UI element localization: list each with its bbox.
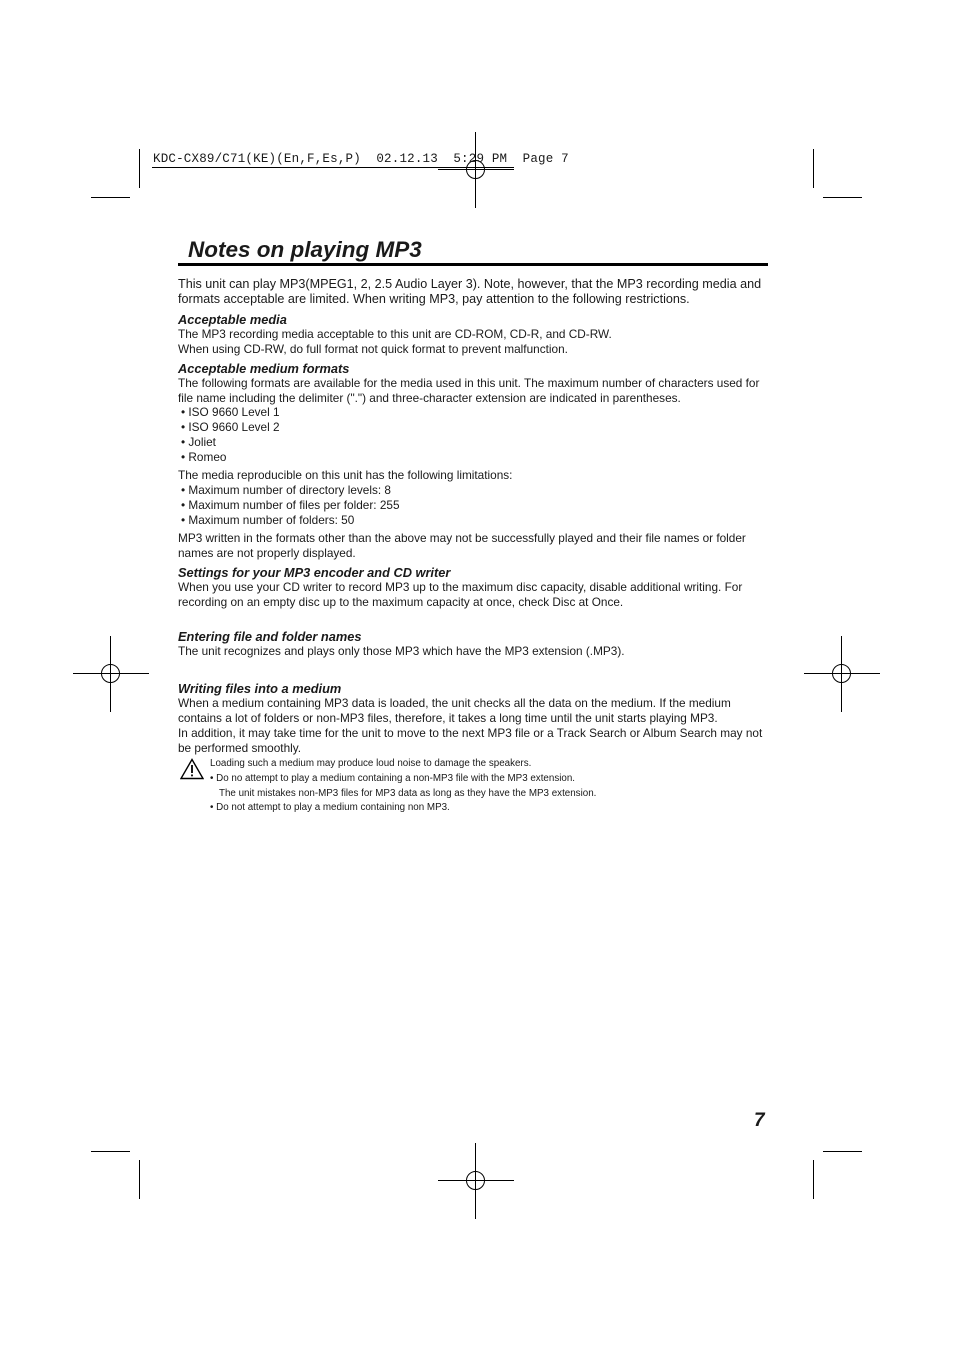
list-item: • Romeo bbox=[181, 450, 227, 465]
crop-mark bbox=[139, 1160, 140, 1199]
format-list bbox=[178, 405, 766, 465]
warning-note bbox=[178, 757, 766, 816]
list-item: • ISO 9660 Level 2 bbox=[181, 420, 280, 435]
crop-mark bbox=[139, 149, 140, 188]
limits-list bbox=[178, 483, 766, 528]
paragraph: When using CD-RW, do full format not quick format to prevent malfunction. bbox=[178, 341, 568, 356]
section-heading: Acceptable medium formats bbox=[178, 360, 350, 376]
crop-mark bbox=[91, 1151, 130, 1152]
caution-triangle-icon bbox=[180, 758, 204, 780]
warning-text: The unit mistakes non-MP3 files for MP3 data as long as they have the MP3 extension. bbox=[219, 787, 597, 799]
registration-mark-icon bbox=[804, 636, 880, 712]
list-item: • ISO 9660 Level 1 bbox=[181, 405, 280, 420]
crop-mark bbox=[823, 197, 862, 198]
section-heading: Settings for your MP3 encoder and CD writer bbox=[178, 564, 451, 580]
crop-mark bbox=[813, 149, 814, 188]
paragraph: The unit recognizes and plays only those MP3 which have the MP3 extension (.MP3). bbox=[178, 644, 625, 659]
crop-mark bbox=[813, 1160, 814, 1199]
page-number: 7 bbox=[754, 1110, 765, 1131]
paragraph: In addition, it may take time for the unit to move to the next MP3 file or a Track Search or Album Search may not be performed smoothly. bbox=[178, 725, 763, 755]
list-item: • Maximum number of folders: 50 bbox=[181, 513, 355, 528]
paragraph: The MP3 recording media acceptable to this unit are CD-ROM, CD-R, and CD-RW. bbox=[178, 327, 612, 342]
page-title: Notes on playing MP3 bbox=[188, 237, 422, 262]
section-file-names bbox=[178, 629, 766, 659]
section-heading: Entering file and folder names bbox=[178, 629, 362, 645]
paragraph: When a medium containing MP3 data is loaded, the unit checks all the data on the medium. If the medium contains a lot of folders or non-MP3 files, therefore, it takes a long time until the unit starts playing MP3. bbox=[178, 696, 731, 725]
registration-mark-icon bbox=[73, 636, 149, 712]
warning-text: • Do not attempt to play a medium containing non MP3. bbox=[210, 802, 450, 814]
warning-text: • Do no attempt to play a medium containing a non-MP3 file with the MP3 extension. bbox=[210, 773, 576, 785]
main-content bbox=[178, 277, 766, 816]
list-item: • Maximum number of directory levels: 8 bbox=[181, 483, 391, 498]
section-writing-files bbox=[178, 681, 766, 755]
title-rule bbox=[178, 263, 768, 266]
section-heading: Writing files into a medium bbox=[178, 681, 342, 697]
slug-underline bbox=[152, 167, 514, 168]
section-encoder-settings bbox=[178, 565, 766, 610]
paragraph: When you use your CD writer to record MP3 up to the maximum disc capacity, disable additional writing. For recording on an empty disc up to the maximum capacity at once, check Disc at Once. bbox=[178, 579, 743, 609]
print-slug: KDC-CX89/C71(KE)(En,F,Es,P) 02.12.13 5:29 PM Page 7 bbox=[153, 152, 569, 166]
registration-mark-icon bbox=[438, 132, 514, 208]
section-heading: Acceptable media bbox=[178, 312, 287, 328]
registration-mark-icon bbox=[438, 1143, 514, 1219]
intro-paragraph: This unit can play MP3(MPEG1, 2, 2.5 Audio Layer 3). Note, however, that the MP3 recording media and formats acceptable are limited. When writing MP3, pay attention to the following restrictions. bbox=[178, 277, 762, 306]
paragraph: The media reproducible on this unit has the following limitations: bbox=[178, 468, 513, 483]
crop-mark bbox=[823, 1151, 862, 1152]
warning-text: Loading such a medium may produce loud noise to damage the speakers. bbox=[210, 758, 532, 770]
crop-mark bbox=[91, 197, 130, 198]
list-item: • Joliet bbox=[181, 435, 216, 450]
paragraph: The following formats are available for the media used in this unit. The maximum number of characters used for file name including the delimiter (".") and three-character extension are indicated in parentheses. bbox=[178, 375, 760, 405]
section-medium-formats bbox=[178, 361, 766, 561]
section-acceptable-media bbox=[178, 312, 766, 357]
paragraph: MP3 written in the formats other than the above may not be successfully played and their file names or folder names are not properly displayed. bbox=[178, 531, 746, 560]
list-item: • Maximum number of files per folder: 255 bbox=[181, 498, 400, 513]
